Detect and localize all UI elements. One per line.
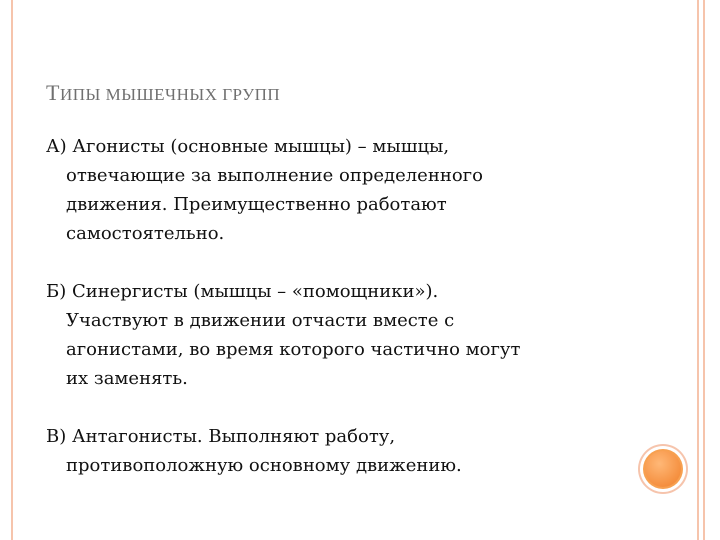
title-first-letter: Т [46, 80, 60, 105]
paragraph-line: противоположную основному движению. [66, 455, 462, 476]
paragraph-line: отвечающие за выполнение определенного [66, 165, 483, 186]
slide-frame-inner-line [703, 0, 705, 540]
slide-title [46, 80, 280, 106]
paragraph-line: их заменять. [66, 368, 188, 389]
paragraph-line: Участвуют в движении отчасти вместе с [66, 310, 455, 331]
paragraph-line: движения. Преимущественно работают [66, 194, 447, 215]
paragraph-line: агонистами, во время которого частично могут [66, 339, 521, 360]
paragraph-line: А) Агонисты (основные мышцы) – мышцы, [46, 136, 450, 157]
paragraph-antagonists [46, 422, 646, 480]
decorative-circle-fill [645, 451, 681, 487]
paragraph-line: В) Антагонисты. Выполняют работу, [46, 426, 396, 447]
slide-body [46, 132, 646, 480]
paragraph-agonists [46, 132, 646, 248]
paragraph-line: Б) Синергисты (мышцы – «помощники»). [46, 281, 439, 302]
decorative-circle-icon [643, 449, 683, 489]
paragraph-line: самостоятельно. [66, 223, 225, 244]
paragraph-synergists [46, 277, 646, 393]
title-rest: ИПЫ МЫШЕЧНЫХ ГРУПП [59, 85, 281, 104]
